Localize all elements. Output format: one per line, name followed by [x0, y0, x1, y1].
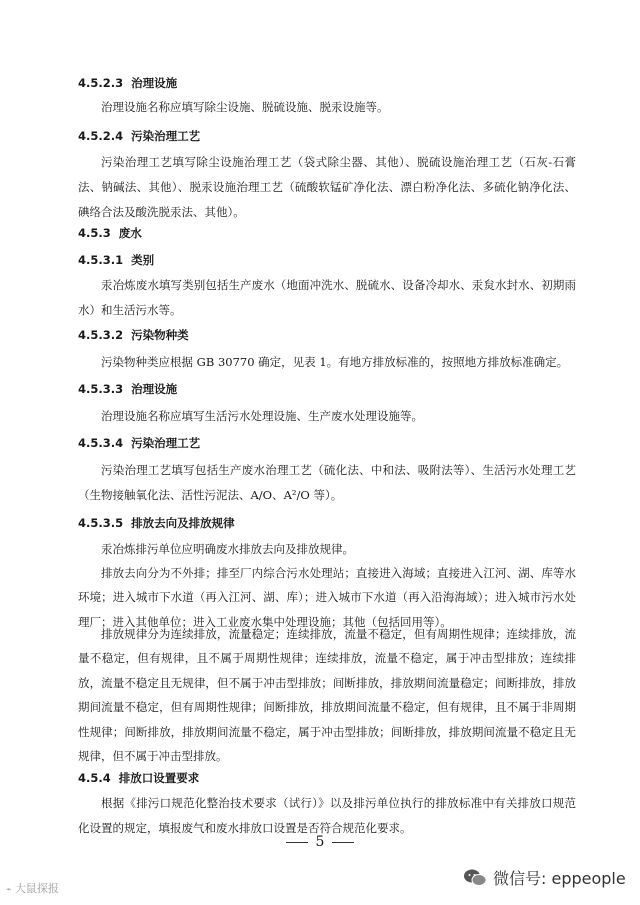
section-heading: 4.5.3 废水 [78, 226, 142, 240]
section-heading: 4.5.3.5 排放去向及排放规律 [78, 516, 235, 530]
paragraph: 治理设施名称应填写除尘设施、脱硫设施、脱汞设施等。 [101, 100, 389, 114]
page-number: 5 [0, 833, 640, 851]
wechat-icon [463, 868, 487, 892]
paragraph: 污染治理工艺填写包括生产废水治理工艺（硫化法、中和法、吸附法等）、生活污水处理工艺（生物接触氧化法、活性污泥法、A/O、A²/O 等）。 [78, 463, 576, 502]
section-heading: 4.5.3.3 治理设施 [78, 382, 178, 396]
paragraph: 根据《排污口规范化整治技术要求（试行）》以及排污单位执行的排放标准中有关排放口规范化设置的规定，填报废气和废水排放口设置是否符合规范化要求。 [78, 796, 576, 835]
watermark-left: ⌁ 大鼠探报 [6, 882, 59, 895]
watermark-wechat: 微信号: eppeople [463, 866, 626, 892]
paragraph: 污染治理工艺填写除尘设施治理工艺（袋式除尘器、其他）、脱硫设施治理工艺（石灰-石膏法、钠碱法、其他）、脱汞设施治理工艺（硫酸软锰矿净化法、漂白粉净化法、多硫化钠净化法、碘络合法及酸洗脱汞法、其他）。 [78, 155, 576, 219]
section-heading: 4.5.2.3 治理设施 [78, 76, 178, 90]
logo-icon: ⌁ [6, 885, 12, 895]
paragraph: 汞冶炼排污单位应明确废水排放去向及排放规律。 [101, 542, 354, 556]
section-heading: 4.5.3.1 类别 [78, 253, 155, 267]
section-heading: 4.5.4 排放口设置要求 [78, 771, 200, 785]
section-heading: 4.5.2.4 污染治理工艺 [78, 129, 201, 143]
paragraph: 排放去向分为不外排；排至厂内综合污水处理站；直接进入海域；直接进入江河、湖、库等水环境；进入城市下水道（再入江河、湖、库）；进入城市下水道（再入沿海海域）；进入城市污水处理厂；进入其他单位；进入工业废水集中处理设施；其他（包括回用等）。 [78, 566, 576, 629]
paragraph: 治理设施名称应填写生活污水处理设施、生产废水处理设施等。 [101, 409, 423, 423]
paragraph: 污染物种类应根据 GB 30770 确定，见表 1。有地方排放标准的，按照地方排放标准确定。 [101, 355, 569, 369]
paragraph: 汞冶炼废水填写类别包括生产废水（地面冲洗水、脱硫水、设备冷却水、汞炱水封水、初期雨水）和生活污水等。 [78, 278, 576, 317]
section-heading: 4.5.3.4 污染治理工艺 [78, 436, 201, 450]
section-heading: 4.5.3.2 污染物种类 [78, 328, 189, 342]
paragraph: 排放规律分为连续排放，流量稳定；连续排放，流量不稳定，但有周期性规律；连续排放，流量不稳定，但有规律，且不属于周期性规律；连续排放，流量不稳定，属于冲击型排放；连续排放，流量不稳定且无规律，但不属于冲击型排放；间断排放，排放期间流量稳定；间断排放，排放期间流量不稳定，但有周期性规律；间断排放，排放期间流量不稳定，但有规律，且不属于非周期性规律；间断排放，排放期间流量不稳定，属于冲击型排放；间断排放，排放期间流量不稳定且无规律，但不属于冲击型排放。 [78, 627, 576, 764]
